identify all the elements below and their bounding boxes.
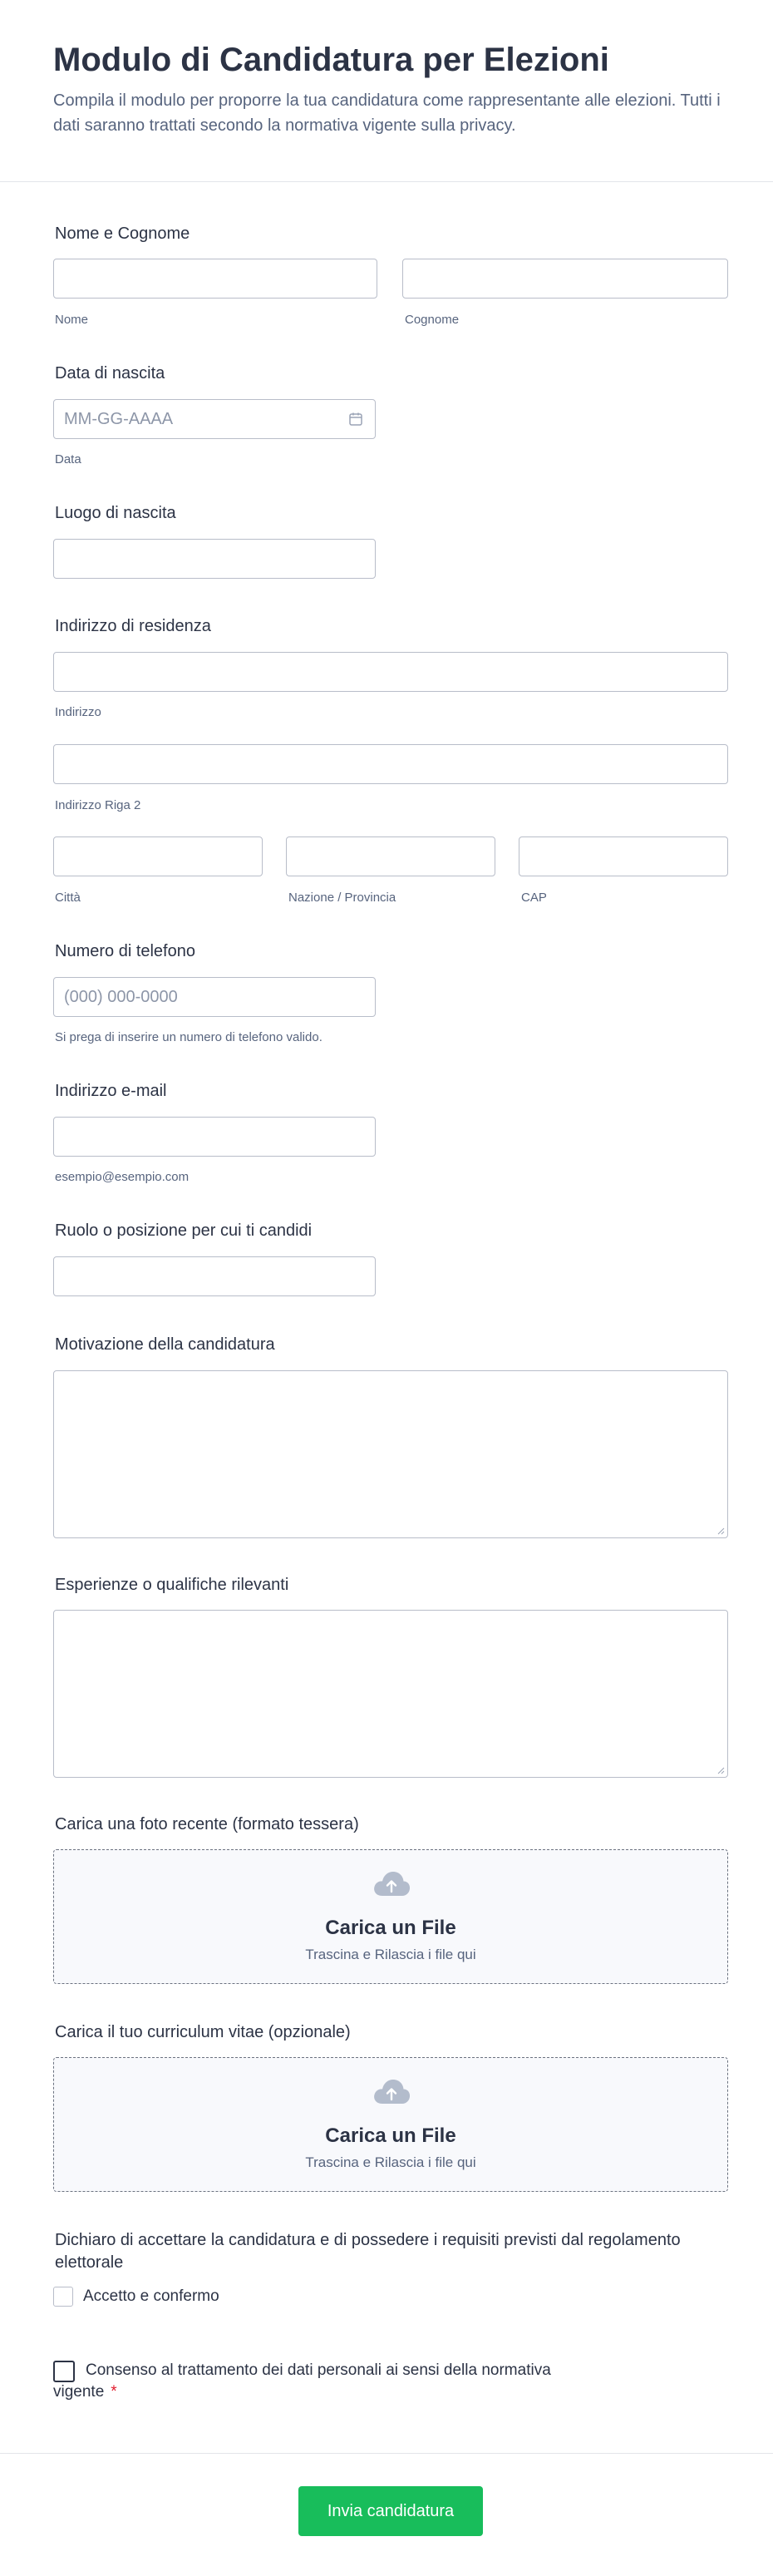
zip-input[interactable] [519, 836, 728, 876]
experience-textarea[interactable] [53, 1610, 728, 1778]
city-input[interactable] [53, 836, 263, 876]
state-input[interactable] [286, 836, 495, 876]
cv-upload-hint: Trascina e Rilascia i file qui [305, 2154, 476, 2170]
birth-date-sublabel: Data [55, 452, 81, 466]
consent-label-tail: vigente [53, 2383, 105, 2401]
cv-upload-button-text[interactable]: Carica un File [325, 2124, 456, 2147]
birth-date-label: Data di nascita [55, 364, 165, 382]
address-label: Indirizzo di residenza [55, 617, 211, 635]
email-label: Indirizzo e-mail [55, 1082, 167, 1100]
required-mark: * [111, 2383, 117, 2401]
state-sublabel: Nazione / Provincia [288, 891, 396, 905]
cloud-upload-icon [372, 1868, 411, 1898]
calendar-icon[interactable] [348, 412, 363, 427]
submit-button[interactable]: Invia candidatura [298, 2486, 483, 2536]
first-name-input[interactable] [53, 259, 377, 299]
page-title: Modulo di Candidatura per Elezioni [53, 42, 609, 78]
resize-grip-icon[interactable] [716, 1766, 725, 1774]
form-header [0, 0, 773, 182]
consent-checkbox[interactable] [53, 2361, 75, 2382]
page-subtitle: Compila il modulo per proporre la tua candidatura come rappresentante alle elezioni. Tutti i dati saranno trattati secondo la normativa vigente sulla privacy. [53, 91, 721, 135]
photo-upload-label: Carica una foto recente (formato tessera) [55, 1815, 359, 1833]
phone-label: Numero di telefono [55, 942, 195, 960]
photo-upload-button-text[interactable]: Carica un File [325, 1917, 456, 1939]
consent-label-line2[interactable] [53, 2383, 117, 2401]
birth-place-label: Luogo di nascita [55, 504, 176, 522]
role-input[interactable] [53, 1256, 376, 1296]
phone-input[interactable] [53, 977, 376, 1017]
first-name-sublabel: Nome [55, 313, 89, 327]
city-sublabel: Città [55, 891, 81, 905]
photo-upload-hint: Trascina e Rilascia i file qui [305, 1947, 476, 1962]
address-line1-input[interactable] [53, 652, 728, 692]
role-label: Ruolo o posizione per cui ti candidi [55, 1221, 313, 1240]
cv-upload-label: Carica il tuo curriculum vitae (opzionale) [55, 2023, 351, 2041]
address-line2-input[interactable] [53, 744, 728, 784]
declaration-option-label[interactable]: Accetto e confermo [83, 2287, 219, 2305]
phone-placeholder: (000) 000-0000 [64, 988, 178, 1006]
email-input[interactable] [53, 1117, 376, 1157]
last-name-input[interactable] [402, 259, 728, 299]
birth-place-input[interactable] [53, 539, 376, 579]
declaration-checkbox[interactable] [53, 2287, 73, 2307]
last-name-sublabel: Cognome [405, 313, 460, 327]
zip-sublabel: CAP [521, 891, 547, 905]
motivation-textarea[interactable] [53, 1370, 728, 1538]
birth-date-placeholder: MM-GG-AAAA [64, 410, 174, 428]
email-sublabel: esempio@esempio.com [55, 1170, 190, 1184]
photo-upload-dropzone[interactable] [53, 1849, 728, 1984]
motivation-label: Motivazione della candidatura [55, 1335, 275, 1354]
address-line2-sublabel: Indirizzo Riga 2 [55, 798, 141, 812]
phone-sublabel: Si prega di inserire un numero di telefono valido. [55, 1030, 322, 1044]
declaration-label: Dichiaro di accettare la candidatura e di possedere i requisiti previsti dal regolamento elettorale [55, 2231, 681, 2272]
resize-grip-icon[interactable] [716, 1527, 725, 1535]
address-line1-sublabel: Indirizzo [55, 705, 101, 719]
consent-label-line1[interactable]: Consenso al trattamento dei dati personali ai sensi della normativa [86, 2361, 551, 2379]
birth-date-input[interactable] [53, 399, 376, 439]
cloud-upload-icon [372, 2076, 411, 2106]
cv-upload-dropzone[interactable] [53, 2057, 728, 2192]
footer-divider [0, 2453, 773, 2454]
experience-label: Esperienze o qualifiche rilevanti [55, 1576, 289, 1594]
name-label: Nome e Cognome [55, 225, 190, 243]
